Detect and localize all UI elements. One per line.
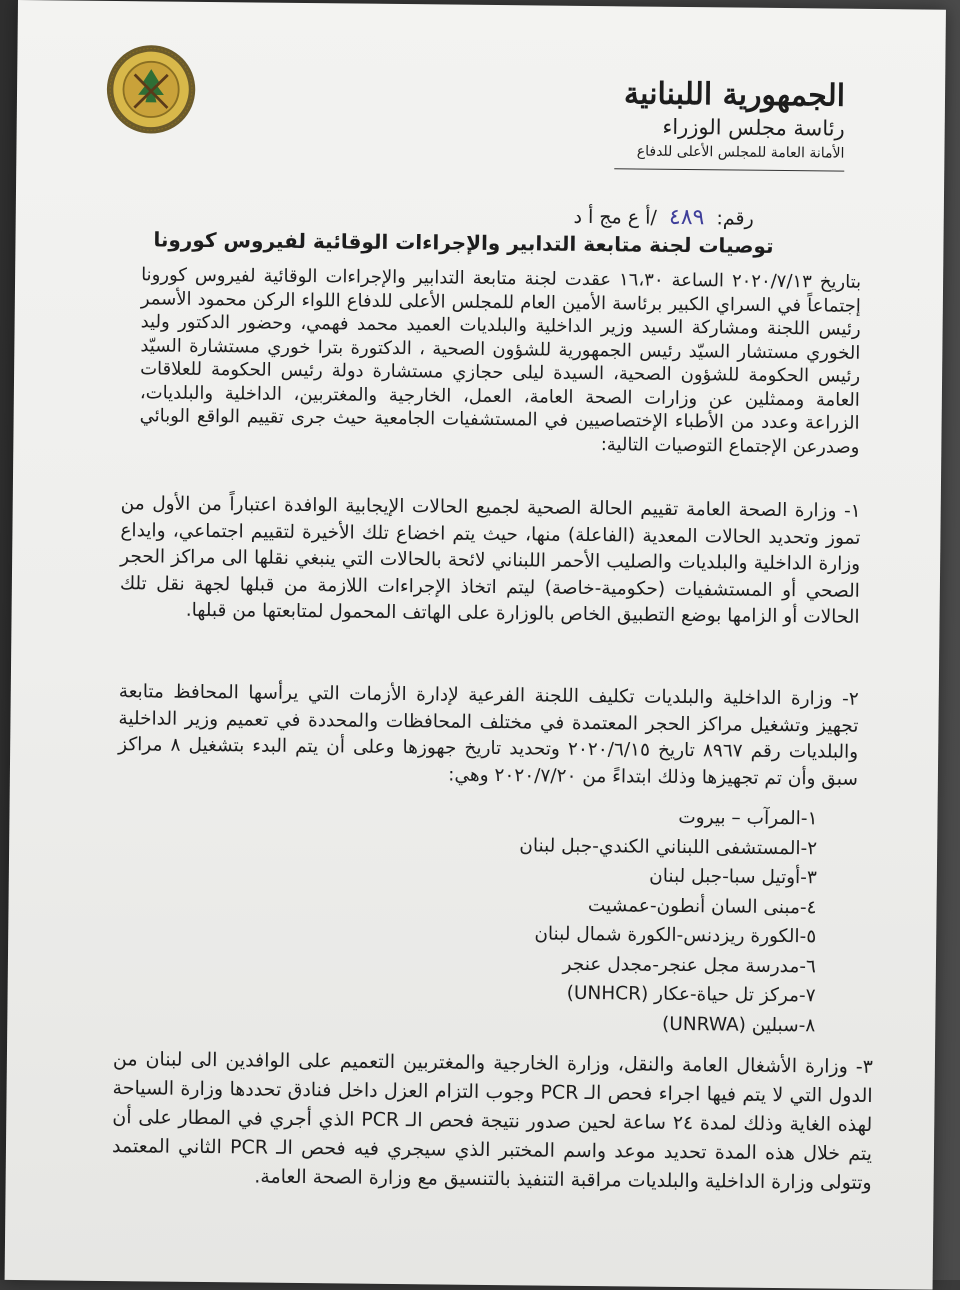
list-item: ١-المرآب – بيروت [678,806,818,830]
letterhead-rule [614,168,844,171]
document-title: توصيات لجنة متابعة التدابير والإجراءات الوقائية لفيروس كورونا [153,227,774,258]
letterhead-presidency: رئاسة مجلس الوزراء [662,114,845,141]
quarantine-centers-list [415,800,817,1040]
reference-number [573,204,753,231]
reference-handwritten-number: ٤٨٩ [668,204,705,231]
intro-paragraph: بتاريخ ٢٠٢٠/٧/١٣ الساعة ١٦،٣٠ عقدت لجنة متابعة التدابير والإجراءات الوقائية لفيروس كورونا إجتماعاً في السراي الكبير برئاسة الأمين العام للمجلس الأعلى للدفاع اللواء الركن محمود الأسمر رئيس اللجنة ومشاركة السيد وزير الداخلية والبلديات العميد محمد فهمي، وحضور الدكتور وليد الخوري مستشار السيّد رئيس الجمهورية للشؤون الصحية ، الدكتورة بترا خوري مستشارة السيّد رئيس الحكومة للشؤون الصحية، السيدة ليلى حجازي مستشارة دولة رئيس الحكومة للعلاقات العامة وممثلين عن وزارات الصحة العامة، العمل، الخارجية والمغتربين، الداخلية والبلديات، الزراعة وعدد من الأطباء الإختصاصيين في المستشفيات الجامعية حيث جرى تقييم الواقع الوبائي وصدرعن الإجتماع التوصيات التالية: [139,264,862,458]
list-item: ٧-مركز تل حياة-عكار (UNHCR) [566,982,816,1007]
recommendation-number: ٢- [841,688,859,710]
list-item: ٥-الكورة ريزدنس-الكورة شمال لبنان [534,923,817,948]
letterhead-republic: الجمهورية اللبنانية [623,76,846,114]
list-item: ٤-مبنى السان أنطون-عمشيت [587,894,817,918]
list-item: ٨-سبلين (UNRWA) [661,1013,816,1036]
reference-label: رقم: [716,207,754,230]
recommendation-number: ٣- [855,1055,873,1079]
letterhead-secretariat: الأمانة العامة للمجلس الأعلى للدفاع [636,143,845,162]
list-item: ٣-أوتيل سبا-جبل لبنان [649,865,817,889]
recommendation-3 [112,1045,873,1198]
letterhead [554,76,845,172]
recommendation-1 [119,491,860,631]
list-item: ٦-مدرسة مجل عنجر-مجدل عنجر [562,953,817,977]
council-seal-icon [105,43,198,136]
recommendation-text: وزارة الصحة العامة تقييم الحالة الصحية لجميع الحالات الإيجابية الوافدة اعتباراً من الأول من تموز وتحديد الحالات المعدية (الفاعلة) منها، حيث يتم اخضاع تلك الأخيرة لتقييم اجتماعي، وايداع وزارة الداخلية والبلديات والصليب الأحمر اللبناني لائحة بالحالات التي ينبغي نقلها الى مراكز الحجر الصحي أو المستشفيات (حكومية-خاصة) ليتم اتخاذ الإجراءات اللازمة من قبلها لجهة نقل تلك الحالات أو الزامها بوضع التطبيق الخاص بالوزارة على الهاتف المحمول لمتابعتها من قبلها. [119,493,861,628]
recommendation-text: وزارة الأشغال العامة والنقل، وزارة الخارجية والمغتربين التعميم على الوافدين الى لبنان من الدول التي لا يتم فيها اجراء فحص الـ PCR وجوب التزام العزل داخل فنادق تحددها وزارة السياحة لهذه الغاية وذلك لمدة ٢٤ ساعة لحين صدور نتيجة فحص الـ PCR الذي أجري في المطار على أن يتم خلال هذه المدة تحديد موعد واسم المختبر الذي سيجري فيه فحص الـ PCR الثاني المعتمد وتتولى وزارة الداخلية والبلديات مراقبة التنفيذ بالتنسيق مع وزارة الصحة العامة. [111,1048,873,1195]
list-item: ٢-المستشفى اللبناني الكندي-جبل لبنان [519,834,818,859]
reference-suffix: /أ ع مج أ د [573,205,658,229]
recommendation-2 [118,679,859,793]
document-page [5,0,946,1290]
recommendation-number: ١- [843,500,861,522]
recommendation-text: وزارة الداخلية والبلديات تكليف اللجنة الفرعية لإدارة الأزمات التي يرأسها المحافظ متابعة تجهيز وتشغيل مراكز الحجر المعتمدة في مختلف المحافظات والمحددة في تعميم وزير الداخلية والبلديات رقم ٨٩٦٧ تاريخ ٢٠٢٠/٦/١٥ وتحديد تاريخ جهوزها وعلى أن يتم البدء بتشغيل ٨ مراكز سبق وأن تم تجهيزها وذلك ابتداءً من ٢٠٢٠/٧/٢٠ وهي: [118,681,859,790]
